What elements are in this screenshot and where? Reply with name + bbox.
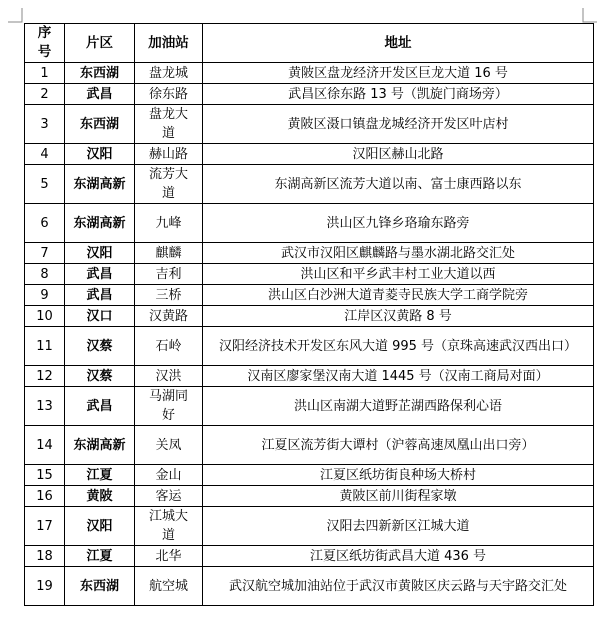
row-station: 江城大道 — [135, 507, 203, 546]
row-district: 武昌 — [65, 84, 135, 105]
row-station: 北华 — [135, 546, 203, 567]
row-station: 金山 — [135, 465, 203, 486]
row-station: 航空城 — [135, 567, 203, 606]
table-row — [25, 507, 594, 546]
table-row — [25, 426, 594, 465]
row-address: 江夏区流芳街大谭村（沪蓉高速凤凰山出口旁） — [203, 426, 594, 465]
row-station: 盘龙大道 — [135, 105, 203, 144]
row-district: 黄陂 — [65, 486, 135, 507]
row-station: 九峰 — [135, 204, 203, 243]
row-station: 流芳大道 — [135, 165, 203, 204]
header-address: 地址 — [203, 24, 594, 63]
table-row — [25, 567, 594, 606]
row-index: 8 — [25, 264, 65, 285]
table-row — [25, 306, 594, 327]
row-index: 17 — [25, 507, 65, 546]
row-station: 关凤 — [135, 426, 203, 465]
row-district: 东西湖 — [65, 63, 135, 84]
table-row — [25, 165, 594, 204]
row-district: 汉口 — [65, 306, 135, 327]
row-station: 徐东路 — [135, 84, 203, 105]
table-row — [25, 63, 594, 84]
row-station: 赫山路 — [135, 144, 203, 165]
table-row — [25, 366, 594, 387]
row-address: 黄陂区前川街程家墩 — [203, 486, 594, 507]
table-row — [25, 546, 594, 567]
row-district: 汉蔡 — [65, 327, 135, 366]
table-row — [25, 387, 594, 426]
row-index: 10 — [25, 306, 65, 327]
table-header-row — [25, 24, 594, 63]
row-district: 武昌 — [65, 285, 135, 306]
row-index: 7 — [25, 243, 65, 264]
row-district: 汉蔡 — [65, 366, 135, 387]
header-index: 序号 — [25, 24, 65, 63]
row-index: 1 — [25, 63, 65, 84]
row-address: 汉阳去四新新区江城大道 — [203, 507, 594, 546]
table-row — [25, 204, 594, 243]
row-address: 汉南区廖家堡汉南大道 1445 号（汉南工商局对面） — [203, 366, 594, 387]
row-station: 石岭 — [135, 327, 203, 366]
row-index: 19 — [25, 567, 65, 606]
row-district: 武昌 — [65, 264, 135, 285]
table-row — [25, 243, 594, 264]
row-address: 黄陂区盘龙经济开发区巨龙大道 16 号 — [203, 63, 594, 84]
row-district: 东湖高新 — [65, 204, 135, 243]
row-address: 洪山区南湖大道野芷湖西路保利心语 — [203, 387, 594, 426]
row-index: 11 — [25, 327, 65, 366]
row-station: 盘龙城 — [135, 63, 203, 84]
row-address: 江夏区纸坊街武昌大道 436 号 — [203, 546, 594, 567]
row-address: 武昌区徐东路 13 号（凯旋门商场旁） — [203, 84, 594, 105]
row-index: 18 — [25, 546, 65, 567]
row-index: 14 — [25, 426, 65, 465]
row-index: 2 — [25, 84, 65, 105]
row-index: 9 — [25, 285, 65, 306]
row-address: 江夏区纸坊街良种场大桥村 — [203, 465, 594, 486]
row-district: 江夏 — [65, 546, 135, 567]
row-station: 汉洪 — [135, 366, 203, 387]
table-row — [25, 144, 594, 165]
table-row — [25, 84, 594, 105]
row-district: 东西湖 — [65, 105, 135, 144]
gas-station-table — [24, 23, 594, 606]
table-row — [25, 285, 594, 306]
row-index: 6 — [25, 204, 65, 243]
row-district: 东西湖 — [65, 567, 135, 606]
table-row — [25, 105, 594, 144]
row-district: 东湖高新 — [65, 165, 135, 204]
row-index: 12 — [25, 366, 65, 387]
row-address: 武汉市汉阳区麒麟路与墨水湖北路交汇处 — [203, 243, 594, 264]
table-row — [25, 264, 594, 285]
row-address: 东湖高新区流芳大道以南、富士康西路以东 — [203, 165, 594, 204]
row-district: 汉阳 — [65, 243, 135, 264]
row-station: 马湖同好 — [135, 387, 203, 426]
row-address: 洪山区和平乡武丰村工业大道以西 — [203, 264, 594, 285]
row-index: 4 — [25, 144, 65, 165]
header-district: 片区 — [65, 24, 135, 63]
row-station: 麒麟 — [135, 243, 203, 264]
row-district: 汉阳 — [65, 144, 135, 165]
row-district: 江夏 — [65, 465, 135, 486]
table-row — [25, 486, 594, 507]
row-index: 5 — [25, 165, 65, 204]
row-index: 15 — [25, 465, 65, 486]
row-station: 三桥 — [135, 285, 203, 306]
table-row — [25, 327, 594, 366]
row-address: 汉阳区赫山北路 — [203, 144, 594, 165]
row-index: 3 — [25, 105, 65, 144]
row-district: 汉阳 — [65, 507, 135, 546]
row-address: 洪山区九锋乡珞瑜东路旁 — [203, 204, 594, 243]
row-index: 13 — [25, 387, 65, 426]
row-address: 武汉航空城加油站位于武汉市黄陂区庆云路与天宇路交汇处 — [203, 567, 594, 606]
row-station: 客运 — [135, 486, 203, 507]
row-district: 东湖高新 — [65, 426, 135, 465]
row-address: 黄陂区滠口镇盘龙城经济开发区叶店村 — [203, 105, 594, 144]
row-station: 汉黄路 — [135, 306, 203, 327]
row-district: 武昌 — [65, 387, 135, 426]
row-index: 16 — [25, 486, 65, 507]
row-station: 吉利 — [135, 264, 203, 285]
row-address: 江岸区汉黄路 8 号 — [203, 306, 594, 327]
header-station: 加油站 — [135, 24, 203, 63]
table-row — [25, 465, 594, 486]
row-address: 洪山区白沙洲大道青菱寺民族大学工商学院旁 — [203, 285, 594, 306]
row-address: 汉阳经济技术开发区东风大道 995 号（京珠高速武汉西出口） — [203, 327, 594, 366]
